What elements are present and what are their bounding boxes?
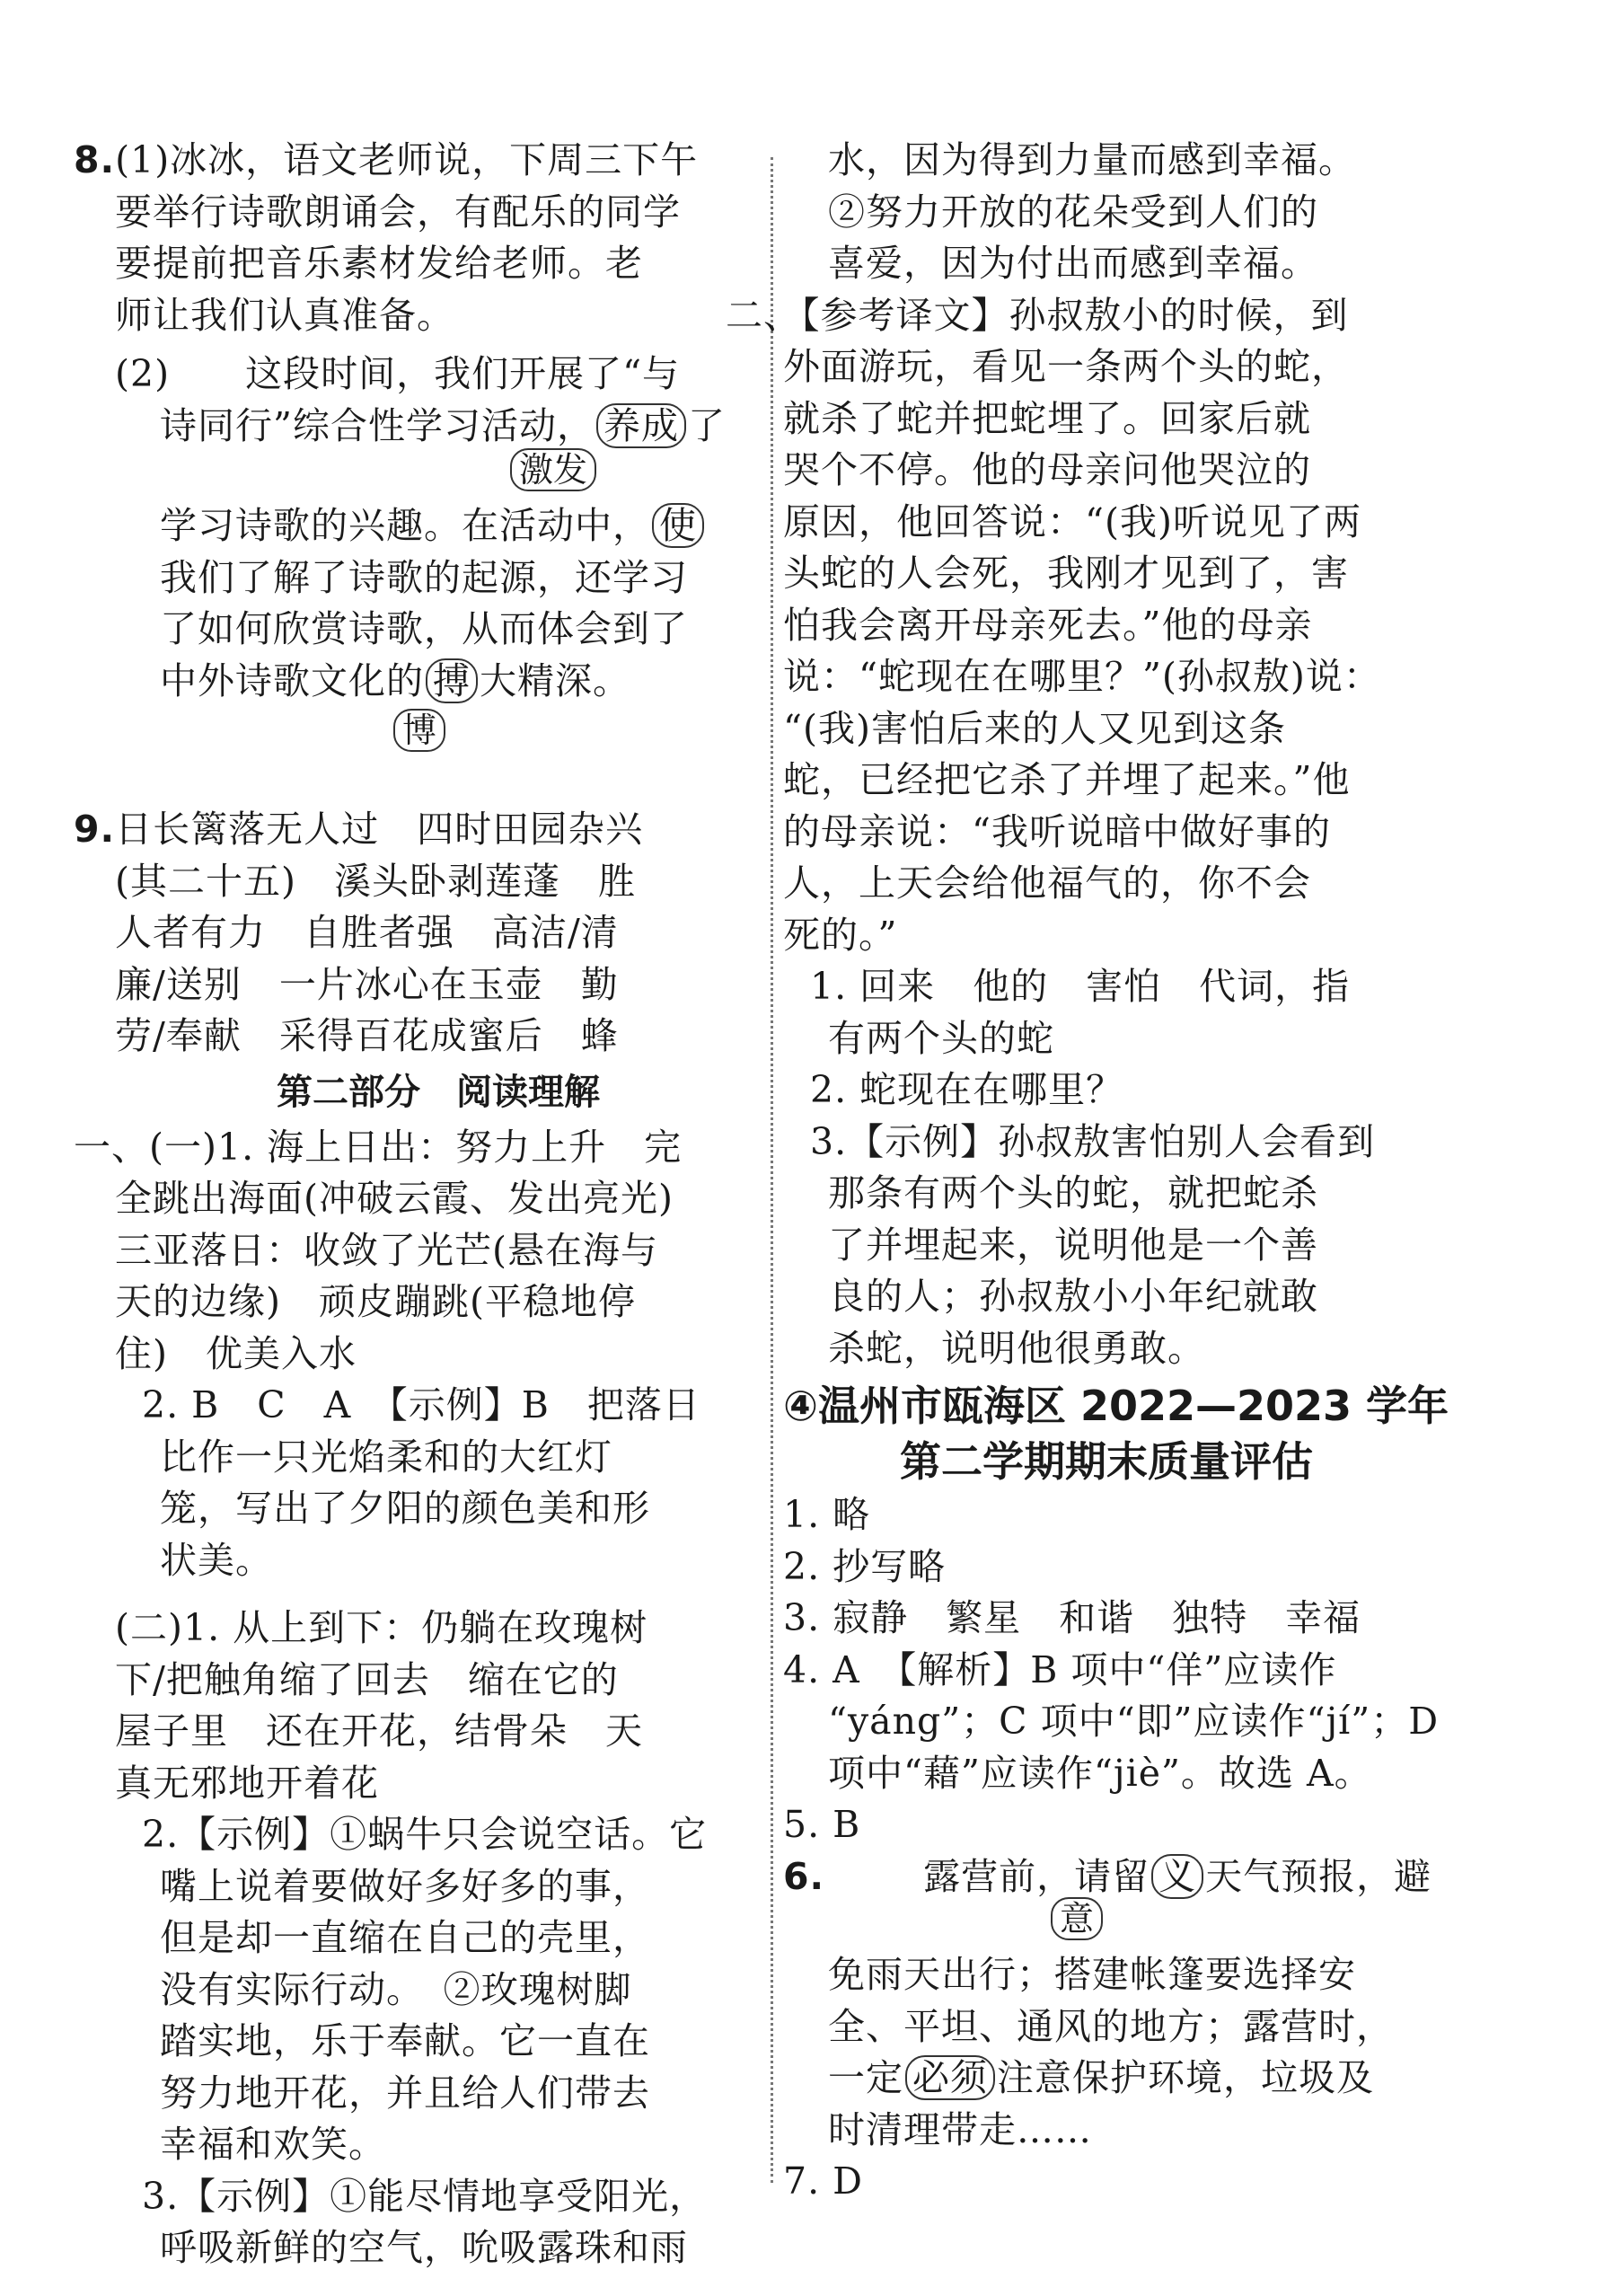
right-column xyxy=(726,135,1449,2208)
answer-text: 踏实地，乐于奉献。它一直在 xyxy=(160,2019,650,2062)
answer-text: 7. D xyxy=(783,2159,864,2203)
answer-text: 了并埋起来，说明他是一个善 xyxy=(828,1223,1318,1267)
answer-text: 要举行诗歌朗诵会，有配乐的同学 xyxy=(115,190,681,234)
answer-text: 全、平坦、通风的地方；露营时， xyxy=(828,2004,1394,2048)
answer-text: 哭个不停。他的母亲问他哭泣的 xyxy=(783,448,1311,491)
circled-error-word: 养成 xyxy=(596,403,686,448)
answer-text: 2.【示例】①蜗牛只会说空话。它 xyxy=(142,1813,708,1856)
answer-text: 廉/送别 一片冰心在玉壶 勤 xyxy=(115,962,619,1006)
correction-row xyxy=(115,452,762,495)
answer-text: 4. A 【解析】B 项中“佯”应读作 xyxy=(783,1647,1337,1691)
exam-title: ④温州市瓯海区 2022—2023 学年 xyxy=(783,1382,1449,1430)
answer-text: 2. 抄写略 xyxy=(783,1544,947,1588)
answer-text: 没有实际行动。 ②玫瑰树脚 xyxy=(160,1967,632,2011)
question-number: 9. xyxy=(74,808,116,851)
answer-text: 就杀了蛇并把蛇埋了。回家后就 xyxy=(783,396,1311,440)
answer-text: 5. B xyxy=(783,1803,861,1846)
answer-text: 诗同行”综合性学习活动， xyxy=(160,403,595,447)
answer-text: 中外诗歌文化的 xyxy=(160,658,424,702)
answer-text: 学习诗歌的兴趣。在活动中， xyxy=(160,504,650,547)
correction-row xyxy=(115,707,762,750)
answer-text: 2. B C A 【示例】B 把落日 xyxy=(142,1383,700,1426)
answer-text: 原因，他回答说：“(我)听说见了两 xyxy=(783,499,1361,543)
exam-answers xyxy=(783,1489,1440,2208)
circled-error-word: 必须 xyxy=(905,2055,995,2100)
correction-word: 意 xyxy=(1051,1897,1103,1940)
answer-text: 3.【示例】①能尽情地享受阳光， xyxy=(142,2174,708,2218)
answer-text: 嘴上说着要做好多好多的事， xyxy=(160,1864,650,1908)
answer-text: 死的。” xyxy=(783,913,898,957)
answer-text: 真无邪地开着花 xyxy=(115,1761,379,1805)
reading-section-classical xyxy=(726,290,1430,1375)
circled-error-word: 搏 xyxy=(426,658,478,703)
reading-section-1 xyxy=(74,1122,762,1587)
answer-text: ②努力开放的花朵受到人们的 xyxy=(828,190,1318,234)
answer-text: “(我)害怕后来的人又见到这条 xyxy=(783,706,1286,750)
answer-text: 头蛇的人会死，我刚才见到了，害 xyxy=(783,552,1349,595)
answer-text: 笼，写出了夕阳的颜色美和形 xyxy=(160,1487,650,1530)
correction-word: 激发 xyxy=(510,448,596,491)
answer-text: (1)冰冰，语文老师说，下周三下午 xyxy=(115,138,699,181)
answer-text: 师让我们认真准备。 xyxy=(115,293,454,337)
question-8 xyxy=(74,135,762,750)
answer-text: 的母亲说：“我听说暗中做好事的 xyxy=(783,809,1331,853)
question-9 xyxy=(74,804,762,1063)
circled-error-word: 义 xyxy=(1151,1854,1203,1899)
answer-text: 屋子里 还在开花，结骨朵 天 xyxy=(115,1709,643,1753)
question-number: 8. xyxy=(74,138,116,181)
answer-text: 蛇，已经把它杀了并埋了起来。”他 xyxy=(783,758,1351,801)
answer-text: 人者有力 自胜者强 高洁/清 xyxy=(115,911,619,954)
answer-text: 要提前把音乐素材发给老师。老 xyxy=(115,242,643,285)
answer-text: 说：“蛇现在在哪里？”(孙叔敖)说： xyxy=(783,655,1381,698)
answer-text: 状美。 xyxy=(160,1538,273,1582)
correction-row xyxy=(783,1899,1430,1946)
answer-text: 免雨天出行；搭建帐篷要选择安 xyxy=(828,1953,1356,1996)
answer-text: 天气预报，避 xyxy=(1205,1854,1432,1898)
column-divider xyxy=(771,157,773,2183)
answer-text: 露营前，请留 xyxy=(923,1854,1150,1898)
answer-text: 3.【示例】孙叔敖害怕别人会看到 xyxy=(810,1119,1376,1163)
answer-text: 怕我会离开母亲死去。”他的母亲 xyxy=(783,603,1313,647)
left-column xyxy=(74,135,762,2274)
answer-text: 良的人；孙叔敖小小年纪就敢 xyxy=(828,1275,1318,1318)
answer-text: 项中“藉”应读作“jiè”。故选 A。 xyxy=(828,1751,1372,1795)
question-number: 6. xyxy=(783,1854,825,1898)
answer-text: 全跳出海面(冲破云霞、发出亮光) xyxy=(115,1177,674,1220)
answer-text: 幸福和欢笑。 xyxy=(160,2123,386,2166)
answer-text: 了 xyxy=(687,403,726,447)
answer-text: 但是却一直缩在自己的壳里， xyxy=(160,1916,650,1959)
answer-text: 比作一只光焰柔和的大红灯 xyxy=(160,1435,612,1479)
answer-text: 天的边缘) 顽皮蹦跳(平稳地停 xyxy=(115,1280,636,1323)
answer-text: 1. 略 xyxy=(783,1493,871,1536)
answer-text: 二、【参考译文】孙叔敖小的时候，到 xyxy=(726,293,1349,337)
answer-text: 有两个头的蛇 xyxy=(828,1016,1054,1060)
answer-text: 劳/奉献 采得百花成蜜后 蜂 xyxy=(115,1014,619,1057)
answer-text: 2. 蛇现在在哪里？ xyxy=(810,1068,1124,1111)
answer-text: (其二十五) 溪头卧剥莲蓬 胜 xyxy=(115,859,636,903)
answer-text: 大精深。 xyxy=(480,658,630,702)
answer-text: 时清理带走…… xyxy=(828,2107,1092,2151)
answer-text: 三亚落日：收敛了光芒(悬在海与 xyxy=(115,1228,658,1272)
section-heading: 第二部分 阅读理解 xyxy=(277,1071,600,1113)
answer-text: 下/把触角缩了回去 缩在它的 xyxy=(115,1657,619,1701)
answer-text: 水，因为得到力量而感到幸福。 xyxy=(828,138,1356,181)
answer-text: 人，上天会给他福气的，你不会 xyxy=(783,861,1311,905)
reading-section-2 xyxy=(115,1603,762,2274)
answer-text: 一、(一)1. 海上日出：努力上升 完 xyxy=(74,1125,683,1169)
answer-text: (二)1. 从上到下：仍躺在玫瑰树 xyxy=(115,1606,648,1649)
answer-text: 了如何欣赏诗歌，从而体会到了 xyxy=(160,607,688,650)
answer-text: 1. 回来 他的 害怕 代词，指 xyxy=(810,965,1351,1008)
answer-text: 喜爱，因为付出而感到幸福。 xyxy=(828,242,1318,285)
answer-text: “yáng”；C 项中“即”应读作“jí”；D xyxy=(828,1700,1440,1743)
answer-text: 杀蛇，说明他很勇敢。 xyxy=(828,1326,1205,1370)
answer-text: 日长篱落无人过 四时田园杂兴 xyxy=(115,808,644,851)
exam-subtitle: 第二学期期末质量评估 xyxy=(900,1437,1313,1486)
answer-text: 努力地开花，并且给人们带去 xyxy=(160,2071,650,2115)
answer-text: 住) 优美入水 xyxy=(115,1331,357,1375)
answer-text: 3. 寂静 繁星 和谐 独特 幸福 xyxy=(783,1596,1361,1639)
circled-error-word: 使 xyxy=(652,503,704,548)
answer-text: (2) 这段时间，我们开展了“与 xyxy=(115,352,681,395)
answer-text: 一定 xyxy=(828,2056,903,2099)
answer-text: 注意保护环境，垃圾及 xyxy=(997,2056,1374,2099)
answer-text: 我们了解了诗歌的起源，还学习 xyxy=(160,555,688,599)
answer-text: 外面游玩，看见一条两个头的蛇， xyxy=(783,345,1349,388)
answer-text: 那条有两个头的蛇，就把蛇杀 xyxy=(828,1171,1318,1214)
answer-text: 呼吸新鲜的空气，吮吸露珠和雨 xyxy=(160,2226,688,2269)
correction-word: 博 xyxy=(393,709,445,752)
